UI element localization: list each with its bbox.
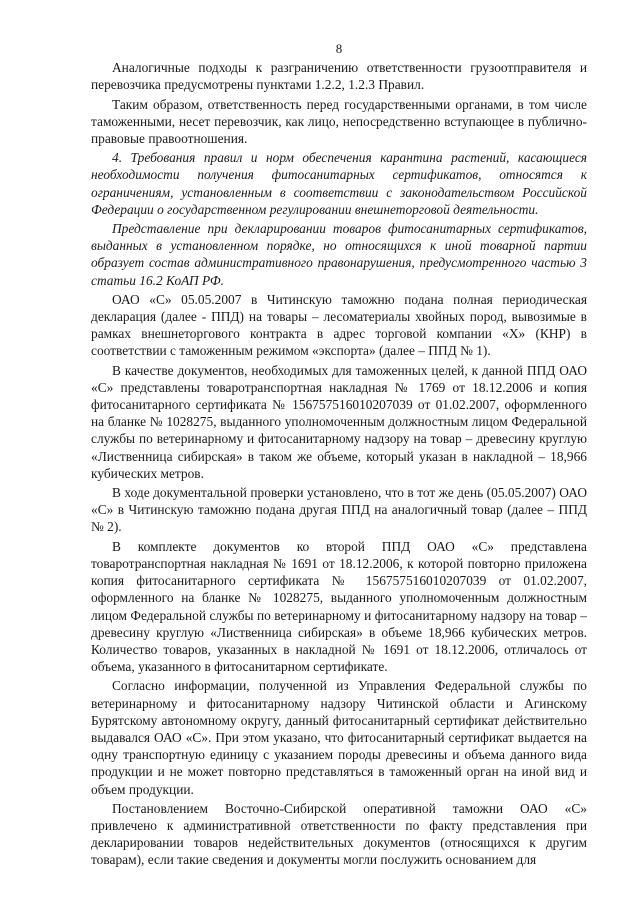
paragraph-documents-declaration-1: В качестве документов, необходимых для таможенных целей, к данной ППД ОАО «С» представлены товаротранспортная накладная № 1769 от 18.12.2006 и копия фитосанитарного сертификата № 156757516010207039 от 01.02.2007, оформленного на бланке № 1028275, выданного уполномоченным должностным лицом Федеральной службы по ветеринарному и фитосанитарному надзору на товар – древесину круглую «Лиственница сибирская» в таком же объеме, который указан в накладной – 18,966 кубических метров. — [91, 362, 587, 481]
paragraph-thesis-quarantine-requirements: 4. Требования правил и норм обеспечения карантина растений, касающиеся необходимости получения фитосанитарных сертификатов, относятся к ограничениям, установленным в соответствии с законодательством Российской Федерации о государственном регулировании внешнеторговой деятельности. — [91, 150, 587, 217]
paragraph-declaration-2: В ходе документальной проверки установлено, что в тот же день (05.05.2007) ОАО «С» в Читинскую таможню подана другая ППД на аналогичный товар (далее – ППД № 2). — [91, 485, 587, 535]
document-page — [91, 40, 587, 871]
paragraph-thesis-certificate-offence: Представление при декларировании товаров фитосанитарных сертификатов, выданных в установленном порядке, но относящихся к иной товарной партии образует состав административного правонарушения, предусмотренного частью 3 статьи 16.2 КоАП РФ. — [91, 221, 587, 288]
page-number: 8 — [335, 41, 343, 56]
paragraph-supervision-information: Согласно информации, полученной из Управления Федеральной службы по ветеринарному и фитосанитарному надзору Читинской области и Агинскому Бурятскому автономному округу, данный фитосанитарный сертификат действительно выдавался ОАО «С». При этом указано, что фитосанитарный сертификат выдается на одну транспортную единицу с указанием породы древесины и объема данного вида продукции и не может повторно представляться в таможенный орган на иной вид и объем продукции. — [91, 678, 587, 797]
paragraph-analogous-approaches: Аналогичные подходы к разграничению ответственности грузоотправителя и перевозчика предусмотрены пунктами 1.2.2, 1.2.3 Правил. — [91, 60, 587, 93]
paragraph-documents-declaration-2: В комплекте документов ко второй ППД ОАО «С» представлена товаротранспортная накладная № 1691 от 18.12.2006, к которой повторно приложена копия фитосанитарного сертификата № 156757516010207039 от 01.02.2007, оформленного на бланке № 1028275, выданного уполномоченным должностным лицом Федеральной службы по ветеринарному и фитосанитарному надзору на товар – древесину круглую «Лиственница сибирская» в объеме 18,966 кубических метров. Количество товаров, указанных в накладной № 1691 от 18.12.2006, отличалось от объема, указанного в фитосанитарном сертификате. — [91, 538, 587, 675]
paragraph-declaration-1: ОАО «С» 05.05.2007 в Читинскую таможню подана полная периодическая декларация (далее - ППД) на товары – лесоматериалы хвойных пород, вывозимые в рамках внешнеторгового контракта в адрес торговой компании «Х» (КНР) в соответствии с таможенным режимом «экспорта» (далее – ППД № 1). — [91, 291, 587, 359]
paragraph-customs-ruling: Постановлением Восточно-Сибирской оперативной таможни ОАО «С» привлечено к административной ответственности по факту представления при декларировании товаров недействительных документов (относящихся к другим товарам), если такие сведения и документы могли послужить основанием для — [91, 800, 587, 868]
paragraph-carrier-responsibility: Таким образом, ответственность перед государственными органами, в том числе таможенными, несет перевозчик, как лицо, непосредственно вступающее в публично-правовые правоотношения. — [91, 96, 587, 147]
